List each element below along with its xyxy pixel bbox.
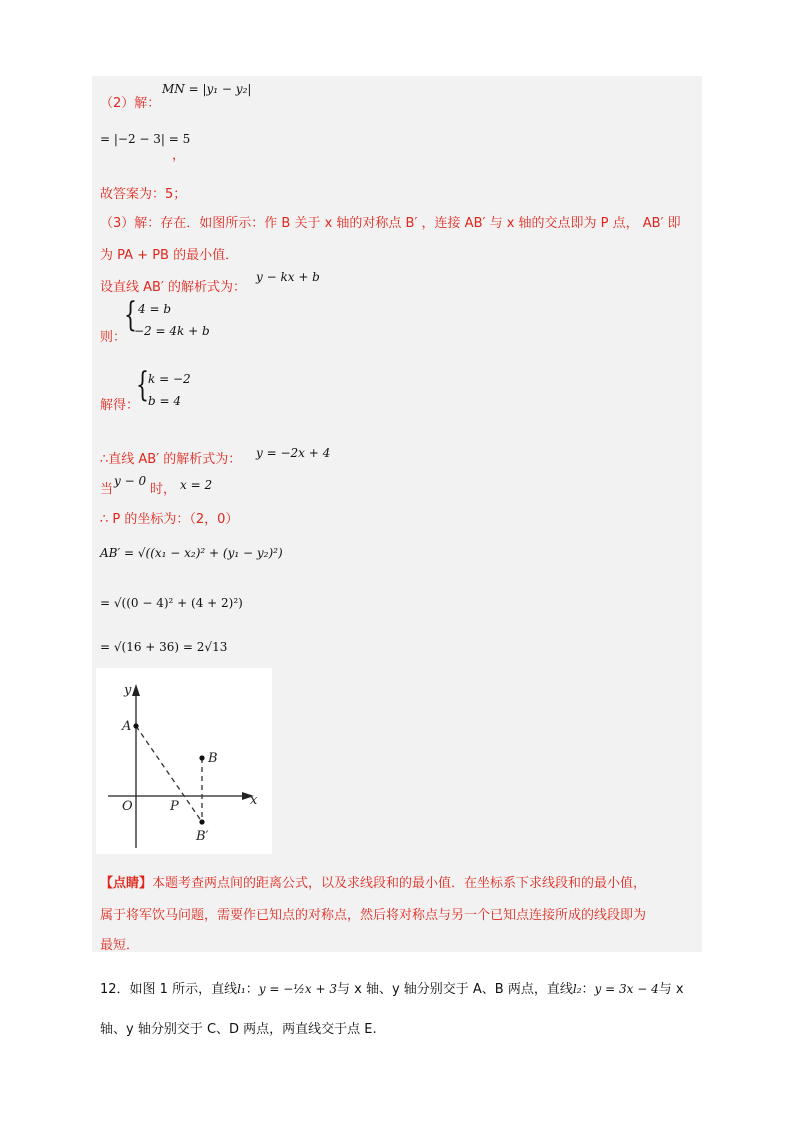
p-coordinate: ∴ P 的坐标为：（2，0） [100,512,239,527]
when-equation: y − 0 [114,474,147,488]
distance-result: = √(16 + 36) = 2√13 [100,640,228,654]
mn-formula: MN = |y₁ − y₂| [162,82,252,96]
set-line-equation: y − kx + b [256,270,320,284]
comment-text1: 本题考查两点间的距离公式，以及求线段和的最小值．在坐标系下求线段和的最小值， [152,876,647,891]
point-a [133,723,138,728]
segment-a-bprime [136,726,202,822]
label-bprime: B′ [196,829,209,844]
part3-intro-line1: （3）解：存在．如图所示：作 B 关于 x 轴的对称点 B′ ，连接 AB′ 与 x 轴的交点即为 P 点， AB′ 即 [100,216,681,231]
solve-label: 解得： [100,398,140,413]
when-suffix: 时， [150,482,177,497]
coordinate-figure [96,668,272,854]
when-x-value: x = 2 [180,478,213,492]
system1-eq1: 4 = b [138,302,171,316]
step-abs-value: = |−2 − 3| = 5 [100,132,191,146]
comment-line1 [100,872,646,891]
label-b: B [208,751,218,766]
q12-l2: l₂ [572,982,582,996]
point-b [199,755,204,760]
figure-svg [96,668,272,854]
q12-end: 与 x [658,982,684,997]
y-axis-arrow [132,684,140,696]
comment-tag: 【点睛】 [100,876,153,891]
then-label: 则： [100,330,127,345]
label-a: A [122,719,132,734]
system2-brace: { [136,365,149,405]
system1-brace: { [124,295,137,335]
q12-eq1: y = −½x + 3 [258,982,337,996]
label-y: y [124,683,132,698]
system2-eq2: b = 4 [148,394,181,408]
distance-substitution: = √((0 − 4)² + (4 + 2)²) [100,596,243,610]
question12-line1 [100,978,684,997]
therefore-equation: y = −2x + 4 [256,446,331,460]
question12-line2: 轴、y 轴分别交于 C、D 两点，两直线交于点 E. [100,1022,377,1037]
q12-colon2: ： [581,982,595,997]
when-label: 当 [100,482,114,497]
point-bprime [199,819,204,824]
label-p: P [170,799,179,814]
set-line-label: 设直线 AB′ 的解析式为： [100,280,247,295]
therefore-line: ∴直线 AB′ 的解析式为： [100,452,242,467]
comment-line2: 属于将军饮马问题，需要作已知点的对称点，然后将对称点与另一个已知点连接所成的线段即为 [100,908,647,923]
comment-line3: 最短． [100,938,140,953]
distance-formula: AB′ = √((x₁ − x₂)² + (y₁ − y₂)²) [100,546,283,560]
q12-l1: l₁ [237,982,246,996]
q12-eq2: y = 3x − 4 [594,982,659,996]
part3-intro-line2: 为 PA + PB 的最小值． [100,248,239,263]
system1-eq2: −2 = 4k + b [134,324,210,338]
system2-eq1: k = −2 [148,372,191,386]
answer-line: 故答案为：5； [100,187,187,202]
label-x: x [250,793,258,808]
step-comma: ， [172,148,186,163]
q12-intro: 12．如图 1 所示，直线 [100,982,238,997]
part2-label: （2）解： [100,96,161,111]
label-o: O [122,799,133,814]
q12-mid: 与 x 轴、y 轴分别交于 A、B 两点，直线 [336,982,573,997]
q12-colon: ： [245,982,259,997]
